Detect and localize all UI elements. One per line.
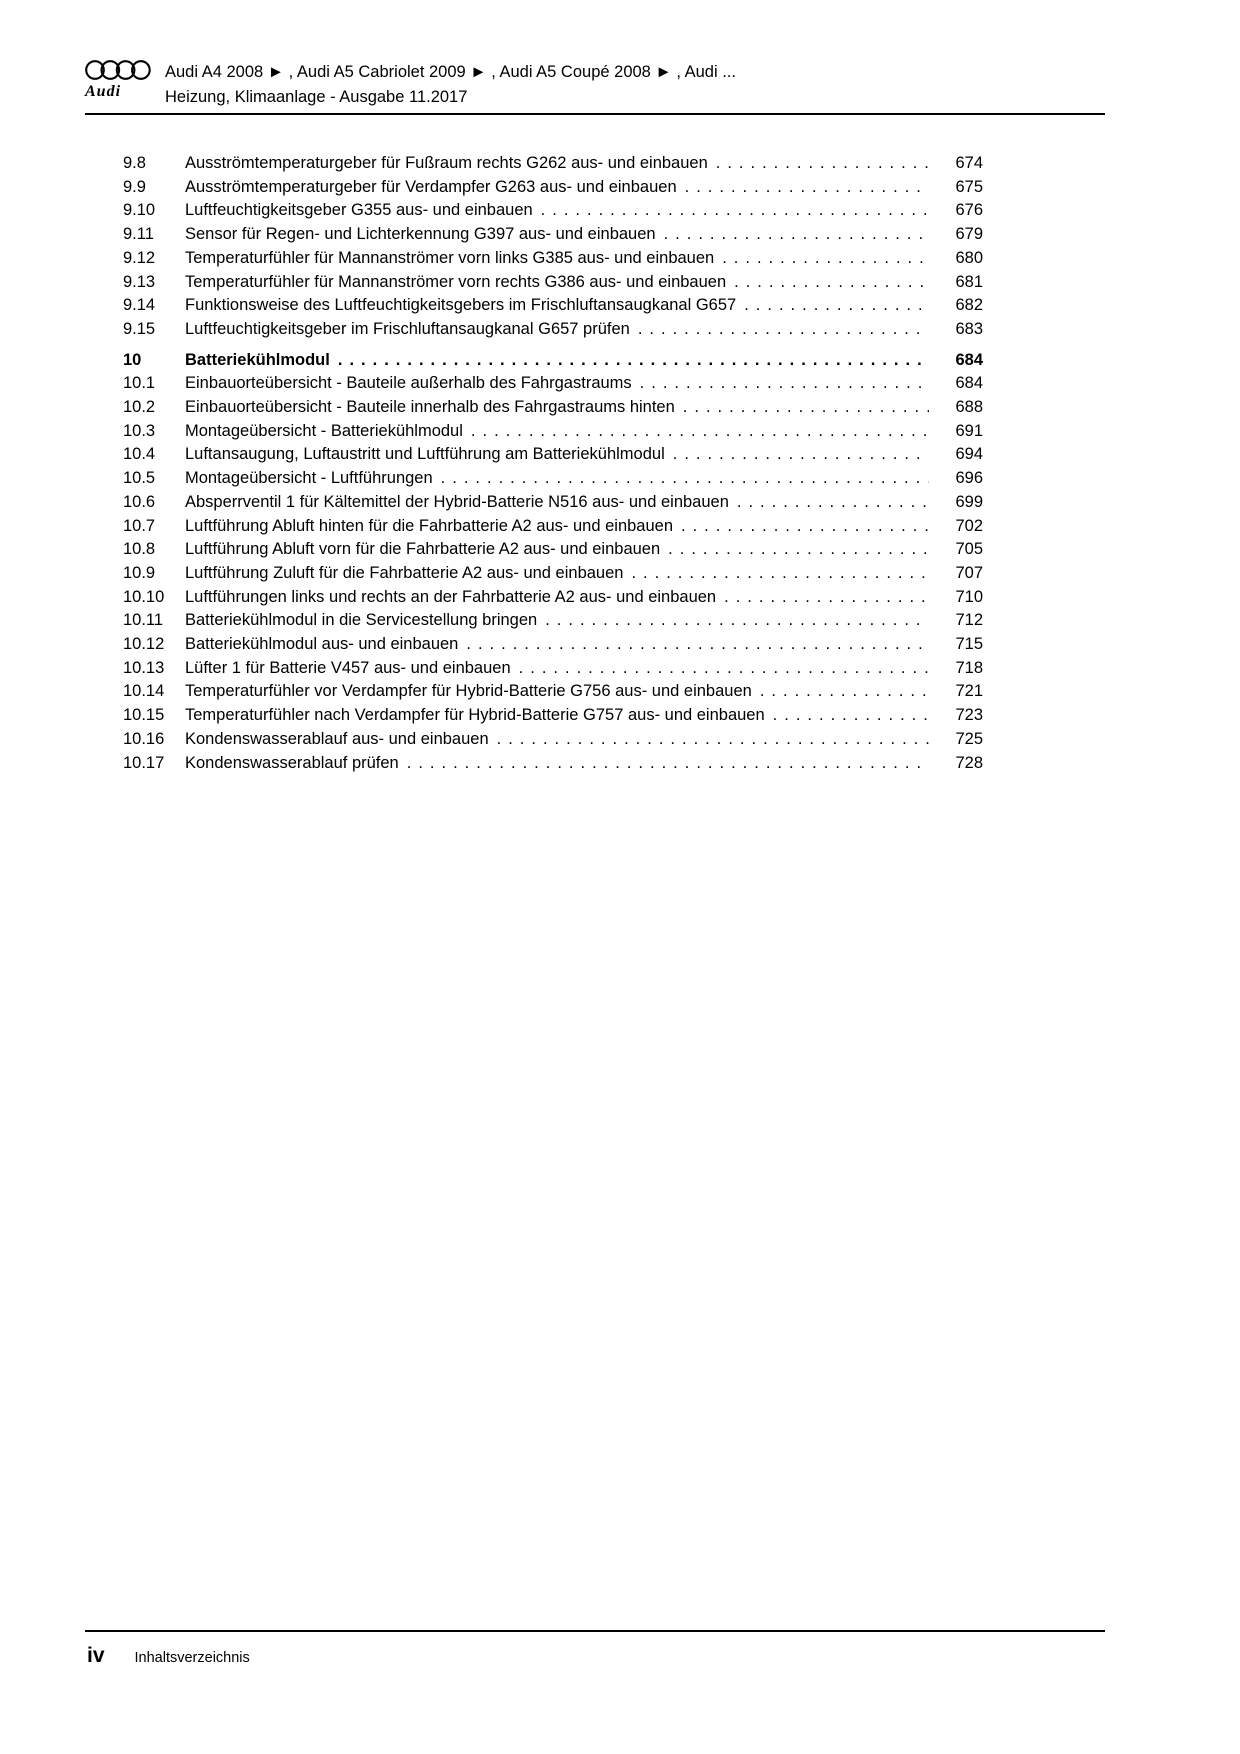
toc-entry-number: 10.6	[123, 492, 156, 511]
toc-entry-title: Batteriekühlmodul aus- und einbauen	[185, 635, 459, 654]
toc-entry-title: Sensor für Regen- und Lichterkennung G397 aus- und einbauen	[185, 225, 656, 244]
toc-leader-dots	[773, 704, 929, 728]
toc-entry-page: 718	[955, 658, 983, 677]
toc-entry-number: 10.7	[123, 516, 156, 535]
toc-entry-number: 10.15	[123, 706, 165, 725]
toc-entry-number: 10.14	[123, 682, 165, 701]
toc-leader-dots	[338, 349, 929, 373]
toc-leader-dots	[737, 491, 929, 515]
toc-leader-dots	[681, 515, 929, 539]
toc-entry-page: 696	[955, 469, 983, 488]
toc-entry	[85, 752, 1105, 776]
footer-divider	[85, 1630, 1105, 1632]
toc-entry-number: 9.8	[123, 154, 146, 172]
toc-entry-title: Ausströmtemperaturgeber für Verdampfer G263 aus- und einbauen	[185, 177, 677, 196]
header-text	[165, 58, 1105, 110]
toc-entry	[85, 609, 1105, 633]
toc-entry-page: 728	[955, 753, 983, 772]
toc-entry-title: Einbauorteübersicht - Bauteile außerhalb des Fahrgastraums	[185, 374, 632, 393]
header-divider	[85, 113, 1105, 115]
toc-leader-dots	[497, 728, 929, 752]
toc-entry	[85, 491, 1105, 515]
toc-entry	[85, 657, 1105, 681]
toc-leader-dots	[760, 680, 929, 704]
toc-leader-dots	[441, 467, 929, 491]
toc-entry-page: 680	[955, 248, 983, 267]
toc-entry	[85, 176, 1105, 200]
toc-entry-title: Luftführungen links und rechts an der Fahrbatterie A2 aus- und einbauen	[185, 587, 717, 606]
toc-entry-page: 710	[955, 587, 983, 606]
toc-leader-dots	[683, 396, 929, 420]
toc-leader-dots	[724, 586, 929, 610]
toc-entry-number: 9.14	[123, 296, 156, 315]
toc-leader-dots	[466, 633, 929, 657]
toc-leader-dots	[519, 657, 929, 681]
footer-row	[85, 1644, 1105, 1668]
toc-entry-title: Einbauorteübersicht - Bauteile innerhalb des Fahrgastraums hinten	[185, 398, 675, 417]
toc-leader-dots	[638, 318, 929, 342]
toc-entry-page: 679	[955, 225, 983, 244]
toc-entry-page: 702	[955, 516, 983, 535]
toc-entry	[85, 294, 1105, 318]
toc-entry-number: 9.10	[123, 201, 156, 220]
toc-entry-page: 675	[955, 177, 983, 196]
toc-leader-dots	[716, 152, 929, 176]
toc-entry-number: 9.12	[123, 248, 156, 267]
toc-leader-dots	[640, 372, 929, 396]
toc-entry-number: 10.8	[123, 540, 156, 559]
toc-entry-title: Funktionsweise des Luftfeuchtigkeitsgebers im Frischluftansaugkanal G657	[185, 296, 737, 315]
toc-entry	[85, 562, 1105, 586]
toc-entry-number: 10.5	[123, 469, 156, 488]
footer-section-label: Inhaltsverzeichnis	[134, 1650, 250, 1666]
page-header	[85, 58, 1105, 110]
toc-entry-number: 10.13	[123, 658, 165, 677]
page-footer	[85, 1630, 1105, 1668]
header-models-line: Audi A4 2008 ► , Audi A5 Cabriolet 2009 ► , Audi A5 Coupé 2008 ► , Audi ...	[165, 63, 736, 81]
toc-entry-title: Luftführung Abluft hinten für die Fahrbatterie A2 aus- und einbauen	[185, 516, 674, 535]
toc-entry-number: 10.4	[123, 445, 156, 464]
toc-entry	[85, 704, 1105, 728]
toc-entry	[85, 538, 1105, 562]
toc-entry-title: Montageübersicht - Luftführungen	[185, 469, 433, 488]
toc-entry-title: Temperaturfühler vor Verdampfer für Hybrid-Batterie G756 aus- und einbauen	[185, 682, 752, 701]
toc-entry-title: Luftführung Abluft vorn für die Fahrbatterie A2 aus- und einbauen	[185, 540, 661, 559]
toc-entry	[85, 199, 1105, 223]
toc-leader-dots	[744, 294, 929, 318]
toc-entry-number: 10.1	[123, 374, 156, 393]
toc-entry-title: Batteriekühlmodul	[185, 350, 330, 369]
toc-entry-page: 674	[955, 154, 983, 172]
toc-entry-title: Lüfter 1 für Batterie V457 aus- und einbauen	[185, 658, 511, 677]
toc-entry-page: 684	[955, 374, 983, 393]
toc-entry-title: Luftansaugung, Luftaustritt und Luftführung am Batteriekühlmodul	[185, 445, 665, 464]
toc-leader-dots	[407, 752, 929, 776]
toc-entry-number: 10.11	[123, 611, 164, 630]
toc-entry	[85, 515, 1105, 539]
toc-entry	[85, 633, 1105, 657]
toc-entry-page: 707	[955, 563, 983, 582]
toc-entry-title: Temperaturfühler für Mannanströmer vorn rechts G386 aus- und einbauen	[185, 272, 727, 291]
toc-leader-dots	[664, 223, 929, 247]
toc-entry	[85, 372, 1105, 396]
toc-entry-title: Absperrventil 1 für Kältemittel der Hybrid-Batterie N516 aus- und einbauen	[185, 492, 729, 511]
toc-entry-title: Luftfeuchtigkeitsgeber im Frischluftansaugkanal G657 prüfen	[185, 319, 630, 338]
toc-entry-page: 699	[955, 492, 983, 511]
toc-entry-number: 9.13	[123, 272, 156, 291]
toc-entry-page: 684	[955, 350, 983, 369]
toc-entry	[85, 271, 1105, 295]
toc-leader-dots	[722, 247, 929, 271]
toc-entry-number: 10.17	[123, 753, 165, 772]
toc-entry-page: 688	[955, 398, 983, 417]
toc-entry	[85, 586, 1105, 610]
toc-leader-dots	[668, 538, 929, 562]
toc-entry	[85, 728, 1105, 752]
toc-entry-title: Ausströmtemperaturgeber für Fußraum rechts G262 aus- und einbauen	[185, 154, 708, 172]
toc-leader-dots	[685, 176, 929, 200]
toc-entry-number: 9.15	[123, 319, 156, 338]
toc-entry	[85, 680, 1105, 704]
toc-leader-dots	[673, 443, 929, 467]
toc-leader-dots	[471, 420, 929, 444]
toc-leader-dots	[734, 271, 929, 295]
toc-entry-number: 10	[123, 350, 142, 369]
toc-entry-number: 10.9	[123, 563, 156, 582]
toc-entry-title: Temperaturfühler nach Verdampfer für Hybrid-Batterie G757 aus- und einbauen	[185, 706, 765, 725]
audi-logo	[85, 58, 151, 101]
header-subtitle: Heizung, Klimaanlage - Ausgabe 11.2017	[165, 88, 468, 106]
toc-entry	[85, 223, 1105, 247]
audi-wordmark: Audi	[85, 83, 122, 100]
toc-entry-title: Batteriekühlmodul in die Servicestellung bringen	[185, 611, 538, 630]
toc-entry-title: Temperaturfühler für Mannanströmer vorn links G385 aus- und einbauen	[185, 248, 715, 267]
toc-entry-title: Kondenswasserablauf aus- und einbauen	[185, 729, 489, 748]
toc-entry-page: 715	[955, 635, 983, 654]
toc-entry	[85, 349, 1105, 373]
toc-entry	[85, 467, 1105, 491]
footer-page-number: iv	[87, 1644, 105, 1667]
toc-entry	[85, 152, 1105, 176]
toc-entry-number: 10.12	[123, 635, 165, 654]
toc-list	[85, 152, 1105, 775]
toc-entry-title: Luftfeuchtigkeitsgeber G355 aus- und einbauen	[185, 201, 533, 220]
toc-entry-page: 681	[955, 272, 983, 291]
toc-entry-page: 725	[955, 729, 983, 748]
toc-entry-number: 10.16	[123, 729, 165, 748]
toc-entry-number: 10.3	[123, 421, 156, 440]
toc-entry	[85, 396, 1105, 420]
toc-entry-page: 691	[955, 421, 983, 440]
toc-entry-page: 676	[955, 201, 983, 220]
toc-entry-number: 9.11	[123, 225, 154, 244]
toc-entry-title: Kondenswasserablauf prüfen	[185, 753, 399, 772]
toc-entry-page: 712	[955, 611, 983, 630]
toc-entry-page: 694	[955, 445, 983, 464]
toc-entry-page: 705	[955, 540, 983, 559]
toc-leader-dots	[545, 609, 929, 633]
toc-entry-title: Montageübersicht - Batteriekühlmodul	[185, 421, 463, 440]
toc-entry-page: 721	[955, 682, 983, 701]
toc-leader-dots	[631, 562, 929, 586]
toc-entry-page: 723	[955, 706, 983, 725]
toc-entry	[85, 420, 1105, 444]
toc-entry-number: 9.9	[123, 177, 146, 196]
toc-entry-title: Luftführung Zuluft für die Fahrbatterie A2 aus- und einbauen	[185, 563, 624, 582]
toc-entry-page: 682	[955, 296, 983, 315]
toc-entry	[85, 247, 1105, 271]
toc-entry	[85, 318, 1105, 342]
toc-entry-number: 10.2	[123, 398, 156, 417]
toc-entry	[85, 443, 1105, 467]
toc-leader-dots	[541, 199, 929, 223]
toc-entry-page: 683	[955, 319, 983, 338]
audi-rings-icon	[85, 58, 151, 82]
toc-entry-number: 10.10	[123, 587, 165, 606]
